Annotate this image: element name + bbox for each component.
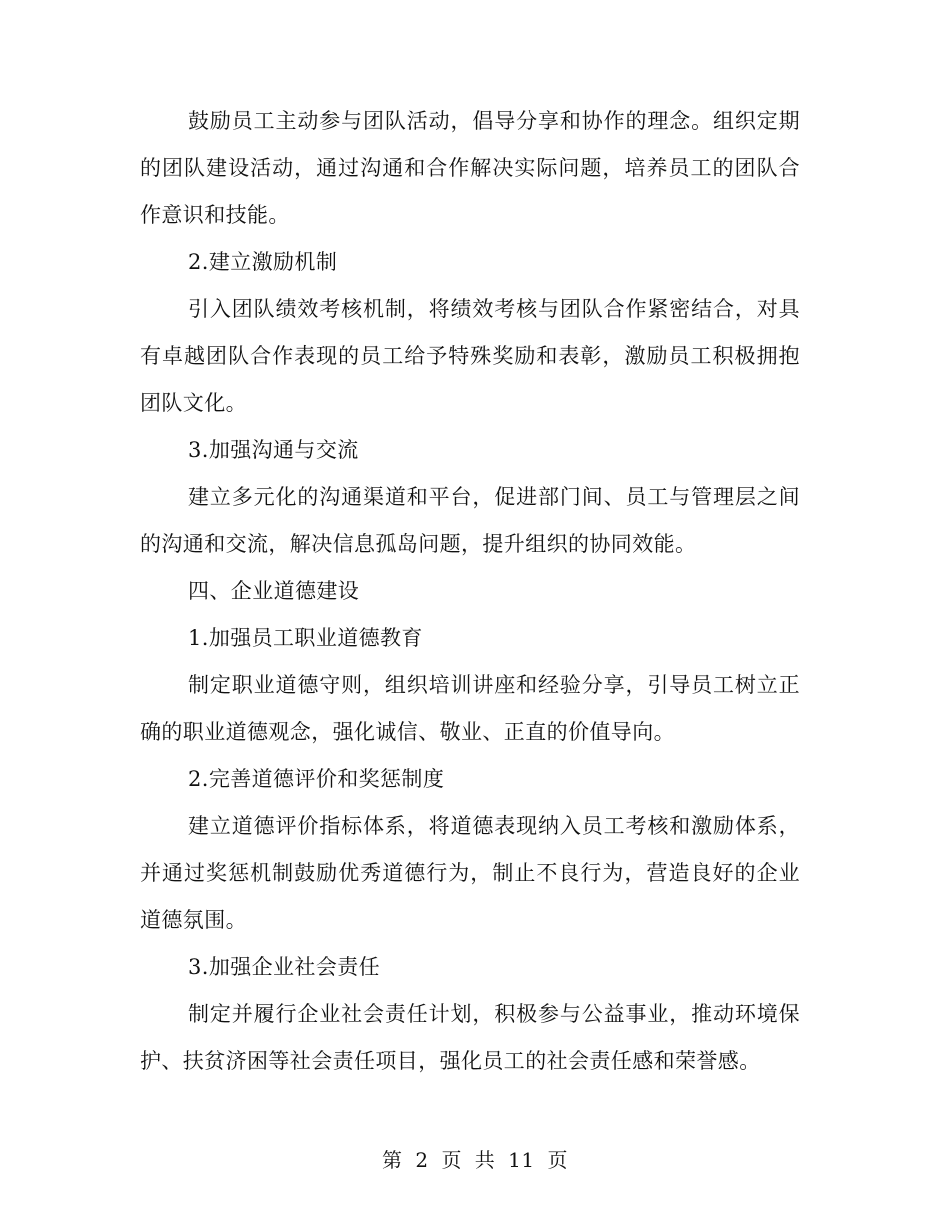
- body-paragraph: 制定职业道德守则，组织培训讲座和经验分享，引导员工树立正确的职业道德观念，强化诚信、敬业、正直的价值导向。: [140, 673, 800, 744]
- page-number-footer: 第 2 页 共 11 页: [382, 1148, 568, 1172]
- section-heading: 3.加强沟通与交流: [188, 438, 359, 462]
- body-paragraph: 引入团队绩效考核机制，将绩效考核与团队合作紧密结合，对具有卓越团队合作表现的员工给予特殊奖励和表彰，激励员工积极拥抱团队文化。: [140, 297, 800, 415]
- body-paragraph: 制定并履行企业社会责任计划，积极参与公益事业，推动环境保护、扶贫济困等社会责任项目，强化员工的社会责任感和荣誉感。: [140, 1002, 800, 1073]
- chapter-heading: 四、企业道德建设: [188, 579, 360, 603]
- body-paragraph: 建立道德评价指标体系，将道德表现纳入员工考核和激励体系，并通过奖惩机制鼓励优秀道德行为，制止不良行为，营造良好的企业道德氛围。: [140, 814, 800, 932]
- section-heading: 2.建立激励机制: [188, 250, 338, 274]
- document-body: [140, 98, 800, 1085]
- body-paragraph: 鼓励员工主动参与团队活动，倡导分享和协作的理念。组织定期的团队建设活动，通过沟通和合作解决实际问题，培养员工的团队合作意识和技能。: [140, 109, 800, 227]
- section-heading: 1.加强员工职业道德教育: [188, 626, 423, 650]
- body-paragraph: 建立多元化的沟通渠道和平台，促进部门间、员工与管理层之间的沟通和交流，解决信息孤岛问题，提升组织的协同效能。: [140, 485, 800, 556]
- section-heading: 2.完善道德评价和奖惩制度: [188, 767, 445, 791]
- section-heading: 3.加强企业社会责任: [188, 955, 381, 979]
